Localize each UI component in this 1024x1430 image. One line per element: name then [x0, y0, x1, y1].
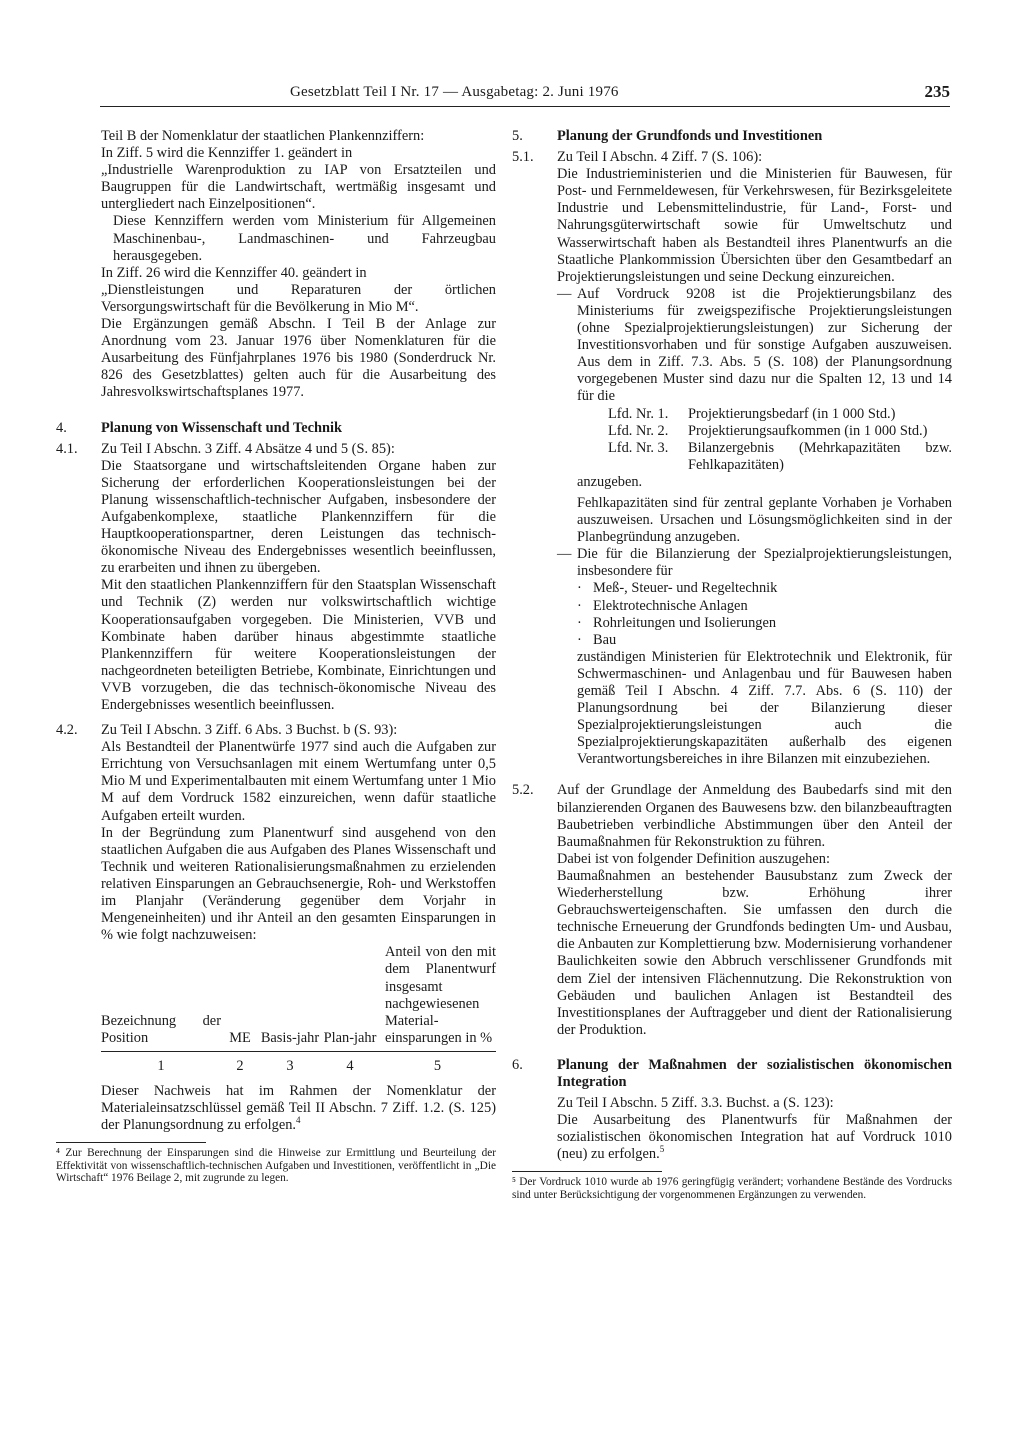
- table-cell: 5: [433, 1057, 442, 1074]
- dash-item: — Die für die Bilanzierung der Spezialprojektierungsleistungen, insbesondere für: [557, 546, 952, 580]
- footnote-ref: 5: [659, 1144, 665, 1155]
- footnote-ref: 4: [296, 1115, 301, 1126]
- subsection-title: Zu Teil I Abschn. 3 Ziff. 4 Absätze 4 und 5 (S. 85):: [101, 440, 395, 457]
- subsection-heading: [512, 149, 952, 166]
- paragraph: Fehlkapazitäten sind für zentral geplante Vorhaben je Vorhaben auszuweisen. Ursachen und Lösungsmöglichkeiten sind in der Planbegründung anzugeben.: [577, 494, 952, 546]
- paragraph: Baumaßnahmen an bestehender Bausubstanz zum Zweck der Wiederherstellung bzw. Erhöhung ihrer Gebrauchswerteigenschaften. Sie umfassen den durch die technische Erneuerung der Grundfonds bedingten Um- und Ausbau, die Anbauten zur Komplettierung bzw. Modernisierung vorhandener Baulichkeiten sowie den Abbruch verschlissener Grundfonds mit dem Ziel der intensiven Flächennutzung. Die Rekonstruktion von Gebäuden und baulichen Anlagen ist Bestandteil des Investitionsplanes der Auftraggeber und dient der Rationalisierung der Produktion.: [557, 867, 952, 1038]
- subsection-title: Zu Teil I Abschn. 3 Ziff. 6 Abs. 3 Buchst. b (S. 93):: [101, 722, 398, 739]
- paragraph: [56, 1083, 496, 1134]
- section-title: Planung von Wissenschaft und Technik: [101, 419, 343, 436]
- section-heading: [56, 420, 496, 437]
- table-row: [101, 1051, 496, 1075]
- paragraph-text: Dieser Nachweis hat im Rahmen der Nomenklatur der Materialeinsatzschlüssel gemäß Teil II Abschn. 7 Ziff. 1.2. (S. 125) der Planungsordnung zu erfolgen.: [101, 1082, 496, 1134]
- page-number: 235: [924, 82, 950, 101]
- paragraph: „Dienstleistungen und Reparaturen der örtlichen Versorgungswirtschaft für die Bevölkerung in Mio M“.: [101, 281, 496, 315]
- paragraph: [512, 1112, 952, 1163]
- left-column: [56, 128, 496, 1184]
- paragraph: zuständigen Ministerien für Elektrotechnik und Elektronik, für Schwermaschinen- und Anlagenbau und für Bauwesen haben gemäß Teil I Abschn. 4 Ziff. 7.7. Abs. 6 (S. 110) der Planungsordnung bei der Bilanzierung dieser Spezialprojektierungsleistungen auch die Spezialprojektierungskapazitäten außerhalb des eigenen Verantwortungsbereiches in ihre Bilanzen mit einzubeziehen.: [577, 648, 952, 768]
- lfd-text: Bilanzergebnis (Mehrkapazitäten bzw. Fehlkapazitäten): [688, 439, 952, 473]
- dash-item-text: Auf Vordruck 9208 ist die Projektierungsbilanz des Ministeriums für zweigspezifische Projektierungsleistungen (ohne Spezialprojektierungsleistungen) zur Sicherung der Investitionsvorhaben und für sonstige Aufgaben auszuweisen. Aus dem in Ziff. 7.3. Abs. 5 (S. 108) der Planungsordnung vorgegebenen Muster sind dazu nur die Spalten 12, 13 und 14 für die: [577, 285, 952, 405]
- paragraph: Zu Teil I Abschn. 5 Ziff. 3.3. Buchst. a (S. 123):: [557, 1095, 834, 1112]
- paragraph: In der Begründung zum Planentwurf sind ausgehend von den staatlichen Aufgaben die aus Aufgaben des Planes Wissenschaft und Technik und weiteren Rationalisierungsmaßnahmen zu erzielenden relativen Einsparungen an Gebrauchsenergie, Roh- und Werkstoffen im Planjahr (Veränderung gegenüber dem Vorjahr in Mengeneinheiten) und ihr Anteil an den gesamten Einsparungen in % wie folgt nachzuweisen:: [101, 824, 496, 944]
- page-header: [100, 84, 950, 107]
- header-title: Gesetzblatt Teil I Nr. 17 — Ausgabetag: 2. Juni 1976: [290, 84, 619, 100]
- table-header-row: [101, 944, 496, 1051]
- lfd-row: [512, 406, 952, 423]
- subsection-heading: [56, 441, 496, 458]
- table-header-cell: Basis-jahr: [259, 944, 321, 1051]
- table-cell: 1: [157, 1057, 165, 1074]
- section-title: Planung der Maßnahmen der sozialistischen ökonomischen Integration: [557, 1056, 952, 1090]
- list-item-text: Bau: [593, 631, 617, 648]
- paragraph: Die Staatsorgane und wirtschaftsleitenden Organe haben zur Sicherung der erforderlichen Kooperationsleistungen bei der Planung wissenschaftlich-technischer Aufgaben, insbesondere der Aufgabenkomplexe, staatliche Plankennziffern für die Hauptkooperationspartner, deren Leistungen das technisch-ökonomische Niveau des Endergebnisses wesentlich beeinflussen, zu erarbeiten und ihnen zu übergeben.: [101, 457, 496, 577]
- paragraph: Diese Kennziffern werden vom Ministerium für Allgemeinen Maschinenbau-, Landmaschinen- und Fahrzeugbau herausgegeben.: [113, 213, 496, 264]
- subsection-number: 4.1.: [56, 440, 78, 457]
- list-item: · Rohrleitungen und Isolierungen: [577, 614, 777, 631]
- table-header-cell: ME: [221, 944, 259, 1051]
- dash-item: — Auf Vordruck 9208 ist die Projektierungsbilanz des Ministeriums für zweigspezifische Projektierungsleistungen (ohne Spezialprojektierungsleistungen) zur Sicherung der Investitionsvorhaben und für sonstige Aufgaben auszuweisen. Aus dem in Ziff. 7.3. Abs. 5 (S. 108) der Planungsordnung vorgegebenen Muster sind dazu nur die Spalten 12, 13 und 14 für die: [557, 285, 952, 405]
- section-heading: [512, 128, 952, 145]
- subsection-heading: [512, 782, 952, 850]
- paragraph: Mit den staatlichen Plankennziffern für den Staatsplan Wissenschaft und Technik (Z) werden nur volkswirtschaftlich wichtige Kooperationsaufgaben vorgegeben. Die Ministerien, VVB und Kombinate haben darüber hinaus abgestimmte staatliche Plankennziffern für weitere Kooperationsleistungen der nachgeordneten beteiligten Betriebe, Kombinate, Einrichtungen und VVB vorzugeben, die das technisch-ökonomische Niveau des Endergebnisses wesentlich beeinflussen.: [101, 577, 496, 713]
- list-item: · Elektrotechnische Anlagen: [577, 597, 748, 614]
- material-savings-table: [101, 944, 496, 1075]
- paragraph: Auf der Grundlage der Anmeldung des Baubedarfs sind mit den bilanzierenden Organen des Bauwesens bzw. den bilanzbeauftragten Baubetrieben verbindliche Abstimmungen über den Anteil der Baumaßnahmen für Rekonstruktion zu führen.: [557, 782, 952, 850]
- section-heading: [512, 1057, 952, 1091]
- footnote: ⁴ Zur Berechnung der Einsparungen sind die Hinweise zur Ermittlung und Beurteilung der Effektivität von wissenschaftlich-technischen Aufgaben und Investitionen, veröffentlicht in „Die Wirtschaft“ 1976 Beilage 2, mit zugrunde zu legen.: [56, 1147, 496, 1185]
- list-item: · Bau: [577, 631, 617, 648]
- subsection-title: Zu Teil I Abschn. 4 Ziff. 7 (S. 106):: [557, 149, 763, 166]
- paragraph-text: Die Ausarbeitung des Planentwurfs für Maßnahmen der sozialistischen ökonomischen Integration hat auf Vordruck 1010 (neu) zu erfolgen.: [557, 1112, 952, 1163]
- lfd-row: [512, 423, 952, 440]
- footnote: ⁵ Der Vordruck 1010 wurde ab 1976 geringfügig verändert; vorhandene Bestände des Vordrucks sind unter Berücksichtigung der vorgenommenen Ergänzungen zu verwenden.: [512, 1176, 952, 1201]
- table-cell: 2: [236, 1057, 244, 1074]
- paragraph: In Ziff. 5 wird die Kennziffer 1. geändert in: [101, 145, 353, 162]
- paragraph: Als Bestandteil der Planentwürfe 1977 sind auch die Aufgaben zur Errichtung von Versuchsanlagen mit einem Wertumfang unter 0,5 Mio M und Experimentalbauten mit einem Wertumfang unter 1 Mio M auf dem Vordruck 1582 einzureichen, wenn dafür staatliche Aufgaben erteilt wurden.: [101, 739, 496, 824]
- dash-item-text: Die für die Bilanzierung der Spezialprojektierungsleistungen, insbesondere für: [577, 546, 952, 580]
- lfd-text: Projektierungsbedarf (in 1 000 Std.): [688, 405, 896, 422]
- list-item-text: Rohrleitungen und Isolierungen: [593, 614, 777, 631]
- list-item: · Meß-, Steuer- und Regeltechnik: [577, 580, 778, 597]
- lfd-label: Lfd. Nr. 3.: [608, 439, 669, 456]
- table-header-cell: Bezeichnung der Position: [101, 944, 221, 1051]
- subsection-number: 5.2.: [512, 782, 534, 799]
- list-item-text: Meß-, Steuer- und Regeltechnik: [593, 580, 778, 597]
- lfd-label: Lfd. Nr. 1.: [608, 405, 669, 422]
- lfd-label: Lfd. Nr. 2.: [608, 422, 669, 439]
- section-title: Planung der Grundfonds und Investitionen: [557, 128, 823, 144]
- paragraph: In Ziff. 26 wird die Kennziffer 40. geändert in: [101, 264, 367, 281]
- subsection-number: 5.1.: [512, 149, 534, 166]
- table-header-cell: Anteil von den mit dem Planentwurf insgesamt nachgewiesenen Material-einsparungen in %: [379, 944, 496, 1051]
- section-number: 5.: [512, 128, 523, 144]
- table-header-cell: Plan-jahr: [321, 944, 379, 1051]
- right-column: [512, 128, 952, 1201]
- paragraph: anzugeben.: [577, 473, 643, 490]
- subsection-number: 4.2.: [56, 722, 78, 739]
- section-number: 4.: [56, 419, 67, 436]
- lfd-row: [512, 440, 952, 474]
- paragraph: „Industrielle Warenproduktion zu IAP von Ersatzteilen und Baugruppen für die Landwirtschaft, wertmäßig insgesamt und untergliedert nach Einzelpositionen“.: [101, 162, 496, 213]
- table-cell: 3: [286, 1057, 294, 1074]
- subsection-heading: [56, 722, 496, 739]
- section-number: 6.: [512, 1056, 523, 1073]
- footnote-divider: [56, 1142, 206, 1143]
- footnote-divider: [512, 1171, 662, 1172]
- list-item-text: Elektrotechnische Anlagen: [593, 597, 748, 614]
- paragraph: Die Ergänzungen gemäß Abschn. I Teil B der Anlage zur Anordnung vom 23. Januar 1976 über Nomenklaturen für die Ausarbeitung des Fünfjahrplanes 1976 bis 1980 (Sonderdruck Nr. 826 des Gesetzblattes) gelten auch für die Ausarbeitung des Jahresvolkswirtschaftsplanes 1977.: [101, 316, 496, 401]
- paragraph: Die Industrieministerien und die Ministerien für Bauwesen, für Post- und Fernmeldewesen, für Verkehrswesen, für Bezirksgeleitete Industrie und Lebensmittelindustrie, für Land-, Forst- und Nahrungsgüterwirtschaft sowie für Umweltschutz und Wasserwirtschaft haben als Bestandteil ihres Planentwurfs an die Staatliche Plankommission Übersichten über den Gesamtbedarf an Projektierungsleistungen und seine Deckung einzureichen.: [557, 166, 952, 285]
- paragraph: Dabei ist von folgender Definition auszugehen:: [557, 850, 830, 867]
- lfd-text: Projektierungsaufkommen (in 1 000 Std.): [688, 422, 928, 439]
- paragraph: Teil B der Nomenklatur der staatlichen Plankennziffern:: [101, 128, 425, 144]
- table-cell: 4: [346, 1057, 354, 1074]
